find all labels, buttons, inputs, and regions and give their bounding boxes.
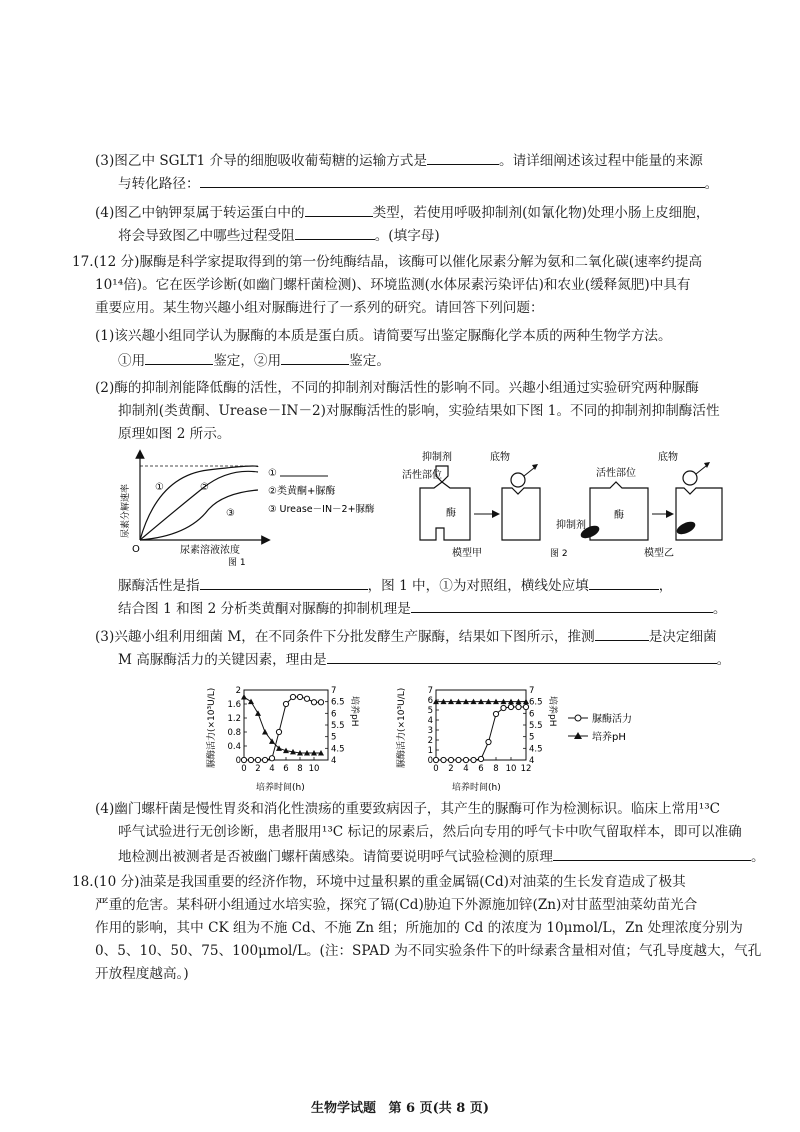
q18-line1: 18.(10 分)油菜是我国重要的经济作物，环境中过量积累的重金属镉(Cd)对油菜的生长发育造成了极其 bbox=[72, 874, 686, 890]
fig1-curve-3 bbox=[140, 490, 258, 540]
chart-1-activity-point bbox=[493, 711, 498, 716]
q16-4-line2: 将会导致图乙中哪些过程受阻 。(填字母) bbox=[118, 225, 440, 245]
chart-left bbox=[205, 686, 361, 793]
chart-1-xtick-label: 0 bbox=[433, 764, 439, 774]
chart-0-series-1-line bbox=[244, 697, 321, 753]
footer-page: 第 6 页(共 8 页) bbox=[388, 1101, 490, 1116]
chart-0-y2tick-label: 6.5 bbox=[331, 697, 345, 708]
chart-1-activity-point bbox=[471, 757, 476, 762]
q16-3-blank-energy[interactable] bbox=[200, 173, 705, 188]
chart-1-xtick-label: 2 bbox=[448, 764, 454, 774]
fig1-origin: O bbox=[132, 544, 140, 555]
fig2-substrate-label: 底物 bbox=[490, 452, 510, 463]
chart-1-ytick-label: 2 bbox=[427, 736, 433, 746]
q17-1-blank-method2[interactable] bbox=[281, 350, 349, 365]
q17-2-line3: 原理如图 2 所示。 bbox=[118, 426, 231, 442]
fig1-curve-label-2: ② bbox=[200, 482, 209, 493]
chart-0-ytick-label: 0.8 bbox=[227, 728, 241, 738]
chart-0-activity-point bbox=[255, 757, 260, 762]
chart-1-ytick-label: 6 bbox=[427, 696, 433, 706]
fig2-caption: 图 2 bbox=[550, 549, 568, 559]
chart-1-ytick-label: 5 bbox=[427, 706, 433, 716]
chart-0-ytick-label: 1.6 bbox=[227, 700, 241, 710]
chart-0-activity-point bbox=[290, 694, 295, 699]
chart-0-xtick-label: 8 bbox=[297, 764, 303, 774]
chart-0-activity-point bbox=[262, 757, 267, 762]
chart-0-activity-point bbox=[276, 729, 281, 734]
chart-0-ytick-label: 0 bbox=[235, 756, 241, 766]
legend-activity-marker bbox=[575, 715, 581, 721]
fig1-legend-1: ① bbox=[268, 468, 277, 479]
q16-4-line1: (4)图乙中钠钾泵属于转运蛋白中的 类型，若使用呼吸抑制剂(如氰化物)处理小肠上皮细胞， bbox=[95, 202, 709, 222]
fig2-active-site-label: 活性部位 bbox=[402, 470, 442, 481]
q17-4-line3: 地检测出被测者是否被幽门螺杆菌感染。请简要说明呼气试验检测的原理 。 bbox=[118, 846, 765, 866]
chart-right-xlabel: 培养时间(h) bbox=[452, 783, 501, 793]
chart-0-y2tick-label: 6 bbox=[331, 709, 337, 720]
q17-intro-line3: 重要应用。某生物兴趣小组对脲酶进行了一系列的研究。请回答下列问题： bbox=[95, 300, 544, 316]
fig2-enzyme-a2 bbox=[502, 488, 540, 540]
chart-0-y2tick-label: 7 bbox=[331, 686, 337, 696]
chart-0-activity-point bbox=[283, 701, 288, 706]
chart-1-y2tick-label: 5.5 bbox=[529, 721, 543, 731]
chart-0-activity-point bbox=[297, 694, 302, 699]
chart-0-xtick-label: 4 bbox=[269, 764, 275, 774]
chart-right bbox=[395, 686, 559, 793]
chart-0-activity-point bbox=[311, 700, 316, 705]
chart-0-y2tick-label: 4.5 bbox=[331, 744, 345, 755]
chart-0-ytick-label: 2 bbox=[235, 686, 241, 696]
q17-1-line2: ①用 鉴定，②用 鉴定。 bbox=[118, 350, 390, 370]
chart-1-y2tick-label: 5 bbox=[529, 732, 535, 743]
chart-0-y2tick-label: 5.5 bbox=[331, 721, 345, 731]
chart-1-xtick-label: 6 bbox=[478, 764, 484, 774]
chart-0-ytick-label: 1.2 bbox=[227, 714, 241, 724]
chart-1-y2tick-label: 4.5 bbox=[529, 744, 543, 755]
fig1-curve-label-1: ① bbox=[155, 482, 164, 493]
fermentation-charts bbox=[204, 676, 684, 794]
figure-1 bbox=[118, 448, 408, 566]
fig2-model-b-label: 模型乙 bbox=[644, 548, 674, 559]
q17-2-q2: 结合图 1 和图 2 分析类黄酮对脲酶的抑制机理是 。 bbox=[118, 598, 726, 618]
legend-ph: 培养pH bbox=[592, 732, 626, 743]
chart-0-series-0-line bbox=[244, 697, 321, 760]
chart-1-ytick-label: 4 bbox=[427, 716, 433, 726]
chart-1-activity-point bbox=[433, 757, 438, 762]
chart-1-ytick-label: 0 bbox=[427, 756, 433, 766]
page-footer bbox=[0, 1097, 800, 1116]
chart-1-activity-point bbox=[486, 739, 491, 744]
chart-0-ph-point bbox=[241, 694, 247, 700]
q17-4-blank-principle[interactable] bbox=[553, 846, 751, 861]
fig2-active-site-b-label: 活性部位 bbox=[596, 468, 636, 479]
chart-left-y2label: 培养pH bbox=[349, 696, 359, 727]
q16-4-blank-process[interactable] bbox=[295, 225, 375, 240]
chart-1-ytick-label: 3 bbox=[427, 726, 433, 736]
fig2-model-a-label: 模型甲 bbox=[452, 548, 482, 559]
chart-1-y2tick-label: 4 bbox=[529, 756, 535, 766]
q17-intro-line2: 10¹⁴倍)。它在医学诊断(如幽门螺杆菌检测)、环境监测(水体尿素污染评估)和农业(缓释氮肥)中具有 bbox=[95, 277, 691, 293]
footer-subject: 生物学试题 bbox=[310, 1101, 376, 1116]
q17-4-line1: (4)幽门螺杆菌是慢性胃炎和消化性溃疡的重要致病因子，其产生的脲酶可作为检测标识。临床上常用¹³C bbox=[95, 801, 721, 817]
fig2-enzyme-a bbox=[420, 482, 470, 540]
fig1-curve-label-3: ③ bbox=[226, 508, 235, 519]
chart-left-ylabel: 脲酶活力(×10³U/L) bbox=[207, 687, 217, 768]
chart-1-activity-point bbox=[441, 757, 446, 762]
chart-0-ph-point bbox=[248, 699, 254, 705]
chart-1-y2tick-label: 6.5 bbox=[529, 697, 543, 708]
chart-0-xtick-label: 0 bbox=[241, 764, 247, 774]
q17-2-line1: (2)酶的抑制剂能降低酶的活性，不同的抑制剂对酶活性的影响不同。兴趣小组通过实验研究两种脲酶 bbox=[95, 380, 699, 396]
fig2-enzyme-label: 酶 bbox=[446, 508, 456, 519]
chart-right-ylabel: 脲酶活力(×10³U/L) bbox=[397, 687, 407, 768]
legend-activity: 脲酶活力 bbox=[592, 714, 632, 725]
q16-3-line2: 与转化路径： 。 bbox=[118, 173, 718, 193]
chart-0-activity-point bbox=[241, 757, 246, 762]
q17-3-blank-factor[interactable] bbox=[595, 626, 649, 641]
chart-0-xtick-label: 10 bbox=[308, 764, 320, 774]
fig2-substrate-b bbox=[683, 471, 697, 485]
chart-legend bbox=[568, 712, 632, 743]
fig1-legend-2: ②类黄酮+脲酶 bbox=[268, 486, 336, 497]
chart-1-activity-point bbox=[478, 756, 483, 761]
chart-1-activity-point bbox=[456, 757, 461, 762]
chart-1-y2tick-label: 6 bbox=[529, 709, 535, 720]
fig2-inhibitor-label: 抑制剂 bbox=[422, 452, 452, 463]
chart-1-activity-point bbox=[463, 757, 468, 762]
q17-1-line1: (1)该兴趣小组同学认为脲酶的本质是蛋白质。请简要写出鉴定脲酶化学本质的两种生物学方法。 bbox=[95, 328, 672, 344]
chart-0-activity-point bbox=[318, 700, 323, 705]
fig1-ylabel: 尿素分解速率 bbox=[121, 483, 131, 538]
fig2-enzyme-b-label: 酶 bbox=[614, 510, 624, 521]
chart-1-activity-point bbox=[508, 704, 513, 709]
fig1-curve-1 bbox=[140, 466, 258, 540]
chart-0-ph-point bbox=[262, 729, 268, 735]
fig2-substrate-a bbox=[511, 473, 525, 487]
chart-1-y2tick-label: 7 bbox=[529, 686, 535, 696]
chart-1-xtick-label: 8 bbox=[493, 764, 499, 774]
chart-1-xtick-label: 4 bbox=[463, 764, 469, 774]
chart-0-y2tick-label: 5 bbox=[331, 732, 337, 743]
chart-0-activity-point bbox=[269, 756, 274, 761]
q16-3-blank-transport[interactable] bbox=[427, 150, 499, 165]
q16-4-blank-type[interactable] bbox=[305, 202, 373, 217]
chart-1-ytick-label: 1 bbox=[427, 746, 433, 756]
q17-2-blank-control[interactable] bbox=[589, 575, 659, 590]
chart-0-activity-point bbox=[248, 757, 253, 762]
chart-0-xtick-label: 6 bbox=[283, 764, 289, 774]
q17-intro-line1: 17.(12 分)脲酶是科学家提取得到的第一份纯酶结晶，该酶可以催化尿素分解为氨和二氧化碳(速率约提高 bbox=[72, 254, 703, 270]
chart-1-xtick-label: 10 bbox=[505, 764, 517, 774]
q18-line5: 开放程度越高。) bbox=[95, 966, 189, 982]
q17-2-blank-definition[interactable] bbox=[200, 575, 368, 590]
chart-1-activity-point bbox=[516, 704, 521, 709]
fig1-legend-3: ③ Urease－IN－2+脲酶 bbox=[268, 504, 375, 515]
q17-2-blank-mechanism[interactable] bbox=[411, 598, 713, 613]
chart-0-xtick-label: 2 bbox=[255, 764, 261, 774]
q17-3-line2: M 高脲酶活力的关键因素，理由是 。 bbox=[118, 649, 730, 669]
q17-1-blank-method1[interactable] bbox=[145, 350, 213, 365]
chart-0-ph-point bbox=[255, 710, 261, 716]
chart-1-activity-point bbox=[448, 757, 453, 762]
chart-left-xlabel: 培养时间(h) bbox=[256, 783, 305, 793]
q17-3-blank-reason[interactable] bbox=[327, 649, 717, 664]
chart-0-ytick-label: 0.4 bbox=[227, 742, 241, 752]
q17-3-line1: (3)兴趣小组利用细菌 M，在不同条件下分批发酵生产脲酶，结果如下图所示，推测 是决定细菌 bbox=[95, 626, 717, 646]
fig2-substrate-b-label: 底物 bbox=[658, 452, 678, 463]
chart-1-ytick-label: 7 bbox=[427, 686, 433, 696]
chart-0-y2tick-label: 4 bbox=[331, 756, 337, 766]
q16-3-line1: (3)图乙中 SGLT1 介导的细胞吸收葡萄糖的运输方式是 。请详细阐述该过程中能量的来源 bbox=[95, 150, 703, 170]
chart-1-activity-point bbox=[523, 704, 528, 709]
q17-2-line2: 抑制剂(类黄酮、Urease－IN－2)对脲酶活性的影响，实验结果如下图 1。不同的抑制剂抑制酶活性 bbox=[118, 403, 720, 419]
fig1-caption: 图 1 bbox=[228, 558, 246, 566]
q18-line2: 严重的危害。某科研小组通过水培实验，探究了镉(Cd)胁迫下外源施加锌(Zn)对甘蓝型油菜幼苗光合 bbox=[95, 897, 698, 913]
q17-4-line2: 呼气试验进行无创诊断，患者服用¹³C 标记的尿素后，然后向专用的呼气卡中吹气留取样本，即可以准确 bbox=[118, 824, 742, 840]
q18-line3: 作用的影响，其中 CK 组为不施 Cd、不施 Zn 组；所施加的 Cd 的浓度为 10μmol/L，Zn 处理浓度分别为 bbox=[95, 920, 743, 936]
q18-line4: 0、5、10、50、75、100μmol/L。(注：SPAD 为不同实验条件下的叶绿素含量相对值；气孔导度越大，气孔 bbox=[95, 943, 762, 959]
chart-1-xtick-label: 12 bbox=[520, 764, 532, 774]
chart-1-activity-point bbox=[501, 705, 506, 710]
fig1-xlabel: 尿素溶液浓度 bbox=[180, 545, 240, 556]
chart-0-activity-point bbox=[304, 696, 309, 701]
q17-2-q1: 脲酶活性是指 ，图 1 中，①为对照组，横线处应填 ， bbox=[118, 575, 672, 595]
figure-2 bbox=[400, 448, 730, 566]
chart-1-series-0-line bbox=[436, 707, 526, 760]
chart-right-y2label: 培养pH bbox=[547, 696, 557, 727]
fig2-inhibitor-b-label: 抑制剂 bbox=[556, 520, 586, 531]
